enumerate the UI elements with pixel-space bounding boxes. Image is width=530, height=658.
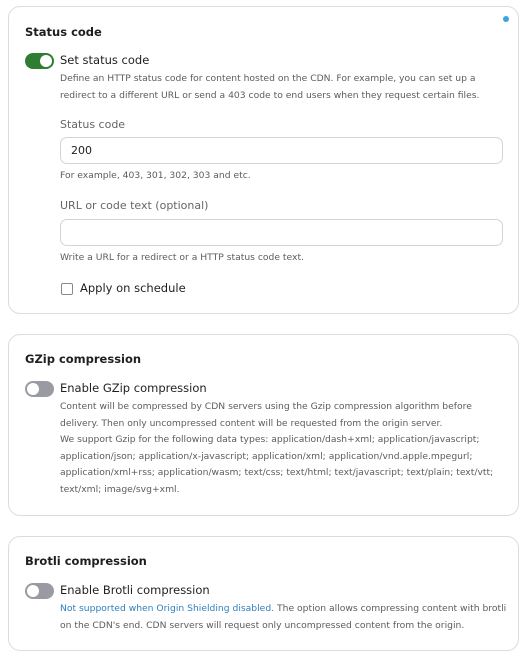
set-status-code-label: Set status code xyxy=(60,53,150,67)
origin-shielding-link[interactable]: Not supported when Origin Shielding disabled. xyxy=(60,603,275,614)
gzip-title: GZip compression xyxy=(25,352,142,366)
status-code-card xyxy=(8,6,519,314)
enable-brotli-toggle[interactable] xyxy=(25,583,54,599)
enable-brotli-label: Enable Brotli compression xyxy=(60,583,210,597)
apply-on-schedule-label[interactable]: Apply on schedule xyxy=(80,281,186,295)
brotli-description-text: The option allows compressing content with brotli on the CDN's end. CDN servers will request only uncompressed content from the origin. xyxy=(60,603,507,631)
toggle-knob xyxy=(27,585,39,597)
status-code-input[interactable]: 200 xyxy=(60,137,503,164)
brotli-description xyxy=(60,601,508,634)
indicator-dot-icon xyxy=(503,16,509,22)
url-text-hint: Write a URL for a redirect or a HTTP status code text. xyxy=(60,252,304,263)
set-status-code-toggle[interactable] xyxy=(25,53,54,69)
status-code-description: Define an HTTP status code for content hosted on the CDN. For example, you can set up a redirect to a different URL or send a 403 code to end users when they request certain files. xyxy=(60,73,480,101)
enable-gzip-label: Enable GZip compression xyxy=(60,381,207,395)
brotli-title: Brotli compression xyxy=(25,554,147,568)
enable-gzip-toggle[interactable] xyxy=(25,381,54,397)
gzip-description: Content will be compressed by CDN servers using the Gzip compression algorithm before delivery. Then only uncompressed content will be requested from the origin server. xyxy=(60,401,472,429)
gzip-compression-card xyxy=(8,334,519,516)
status-code-title: Status code xyxy=(25,25,102,39)
url-text-input[interactable] xyxy=(60,219,503,246)
gzip-supported-types: We support Gzip for the following data types: application/dash+xml; application/javascript; application/json; application/x-javascript; application/xml; application/vnd.apple.mpegurl; application/xml+rss; application/wasm; text/css; text/html; text/javascript; text/plain; text/vtt; text/xml; image/svg+xml. xyxy=(60,434,494,495)
status-code-field-label: Status code xyxy=(60,118,126,131)
toggle-knob xyxy=(27,383,39,395)
status-code-hint: For example, 403, 301, 302, 303 and etc. xyxy=(60,170,251,181)
brotli-compression-card xyxy=(8,536,519,651)
url-text-field-label: URL or code text (optional) xyxy=(60,199,209,212)
toggle-knob xyxy=(40,55,52,67)
apply-on-schedule-checkbox[interactable] xyxy=(61,283,73,295)
